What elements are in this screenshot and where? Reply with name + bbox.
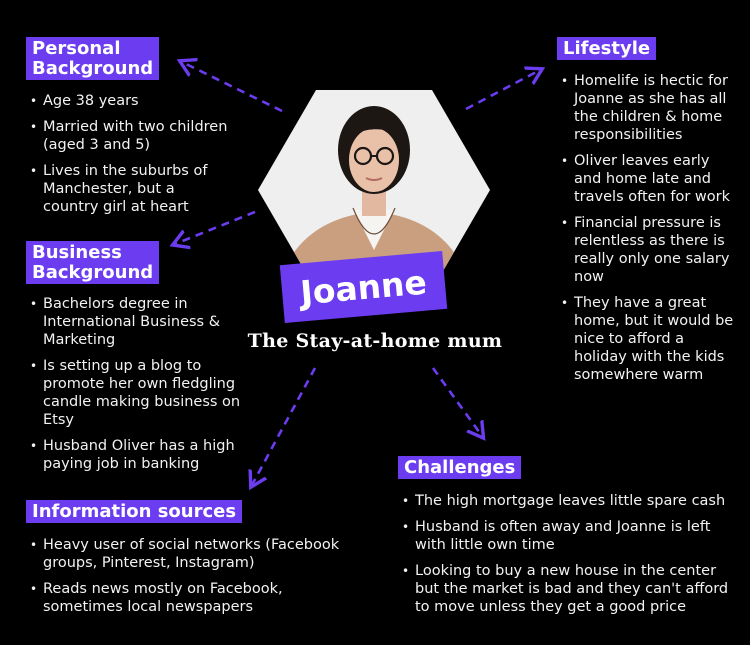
- personal-background-list: [29, 92, 229, 224]
- personal-background-heading: [26, 37, 159, 80]
- list-item: • The high mortgage leaves little spare cash: [401, 492, 731, 510]
- challenges-heading-line-1: Challenges: [404, 457, 516, 478]
- list-item: • Looking to buy a new house in the center but the market is bad and they can't afford to move unless they get a good price: [401, 562, 731, 616]
- lifestyle-list: [560, 72, 738, 392]
- personal-background-heading-line-2: Background: [32, 58, 154, 79]
- information-sources-list: [29, 536, 359, 624]
- arrow-to-information: [252, 368, 315, 485]
- business-background-heading-line-2: Background: [32, 262, 154, 283]
- list-item: • Oliver leaves early and home late and travels often for work: [560, 152, 738, 206]
- lifestyle-heading-line-1: Lifestyle: [563, 38, 651, 59]
- list-item: • Is setting up a blog to promote her own fledgling candle making business on Etsy: [29, 357, 244, 429]
- list-item: • Homelife is hectic for Joanne as she has all the children & home responsibilities: [560, 72, 738, 144]
- list-item: • Age 38 years: [29, 92, 229, 110]
- list-item: • Financial pressure is relentless as there is really only one salary now: [560, 214, 738, 286]
- lifestyle-heading: [557, 37, 656, 60]
- information-sources-heading: [26, 500, 242, 523]
- business-background-heading: [26, 241, 159, 284]
- list-item: • Reads news mostly on Facebook, sometimes local newspapers: [29, 580, 359, 616]
- business-background-heading-line-1: Business: [32, 242, 122, 263]
- information-sources-heading-line-1: Information sources: [32, 501, 237, 522]
- persona-tagline: The Stay-at-home mum: [247, 330, 503, 352]
- list-item: • Married with two children (aged 3 and 5): [29, 118, 229, 154]
- challenges-heading: [398, 456, 521, 479]
- personal-background-heading-line-1: Personal: [32, 38, 121, 59]
- arrow-to-challenges: [433, 368, 482, 436]
- persona-name: Joanne: [298, 262, 429, 312]
- business-background-list: [29, 295, 244, 481]
- list-item: • They have a great home, but it would be nice to afford a holiday with the kids somewhere warm: [560, 294, 738, 384]
- list-item: • Husband Oliver has a high paying job in banking: [29, 437, 244, 473]
- list-item: • Husband is often away and Joanne is left with little own time: [401, 518, 731, 554]
- list-item: • Bachelors degree in International Business & Marketing: [29, 295, 244, 349]
- list-item: • Lives in the suburbs of Manchester, but a country girl at heart: [29, 162, 229, 216]
- list-item: • Heavy user of social networks (Facebook groups, Pinterest, Instagram): [29, 536, 359, 572]
- challenges-list: [401, 492, 731, 624]
